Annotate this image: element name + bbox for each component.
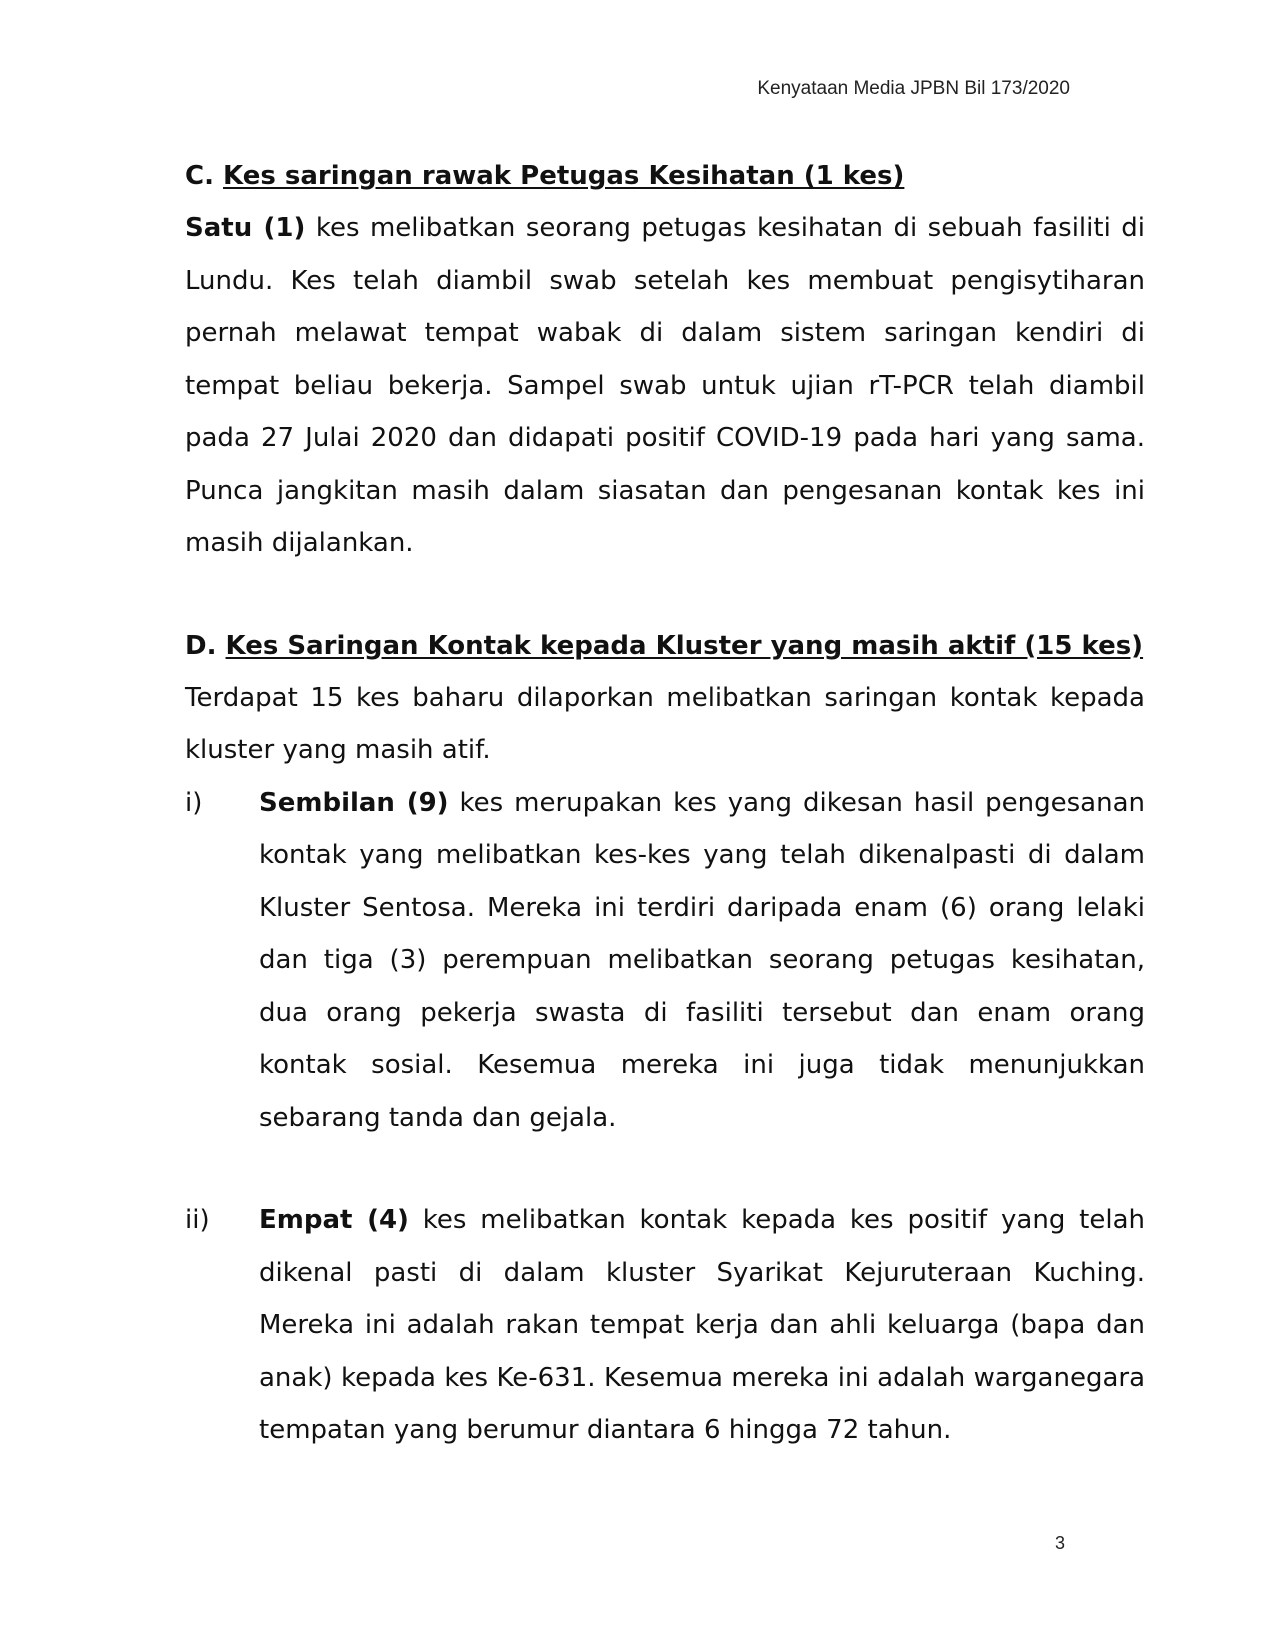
list-item-marker: i) <box>185 787 203 818</box>
document-body <box>185 150 1145 1457</box>
list-item-paragraph <box>259 1194 1145 1457</box>
section-d-heading <box>185 620 1145 672</box>
list-item-text: kes melibatkan kontak kepada kes positif yang telah dikenal pasti di dalam kluster Syarikat Kejuruteraan Kuching. Mereka ini adalah rakan tempat kerja dan ahli keluarga (bapa dan anak) kepada kes Ke-631. Kesemua mereka ini adalah warganegara tempatan yang berumur diantara 6 hingga 72 tahun. <box>259 1205 1145 1445</box>
section-d-letter: D. <box>185 630 217 661</box>
section-c <box>185 150 1145 570</box>
list-item <box>185 1194 1145 1457</box>
list-item-lead: Empat (4) <box>259 1205 409 1235</box>
section-c-letter: C. <box>185 161 214 191</box>
list-item-marker: ii) <box>185 1205 210 1235</box>
section-c-text: kes melibatkan seorang petugas kesihatan di sebuah fasiliti di Lundu. Kes telah diambil swab setelah kes membuat pengisytiharan pernah melawat tempat wabak di dalam sistem saringan kendiri di tempat beliau bekerja. Sampel swab untuk ujian rT-PCR telah diambil pada 27 Julai 2020 dan didapati positif COVID-19 pada hari yang sama. Punca jangkitan masih dalam siasatan dan pengesanan kontak kes ini masih dijalankan. <box>185 213 1145 558</box>
section-c-title: Kes saringan rawak Petugas Kesihatan (1 kes) <box>223 161 905 191</box>
list-item-paragraph <box>259 777 1145 1145</box>
page-number: 3 <box>1054 1533 1065 1553</box>
section-d-title: Kes Saringan Kontak kepada Kluster yang masih aktif (15 kes) <box>225 630 1144 661</box>
document-reference: Kenyataan Media JPBN Bil 173/2020 <box>757 78 1070 99</box>
section-c-lead: Satu (1) <box>185 213 306 243</box>
list-item <box>185 777 1145 1145</box>
section-c-heading <box>185 150 1145 202</box>
list-item-text: kes merupakan kes yang dikesan hasil pengesanan kontak yang melibatkan kes-kes yang telah dikenalpasti di dalam Kluster Sentosa. Mereka ini terdiri daripada enam (6) orang lelaki dan tiga (3) perempuan melibatkan seorang petugas kesihatan, dua orang pekerja swasta di fasiliti tersebut dan enam orang kontak sosial. Kesemua mereka ini juga tidak menunjukkan sebarang tanda dan gejala. <box>259 787 1145 1133</box>
section-d <box>185 620 1145 1457</box>
section-c-paragraph <box>185 202 1145 570</box>
list-item-lead: Sembilan (9) <box>259 787 449 818</box>
section-d-intro: Terdapat 15 kes baharu dilaporkan melibatkan saringan kontak kepada kluster yang masih atif. <box>185 682 1145 765</box>
